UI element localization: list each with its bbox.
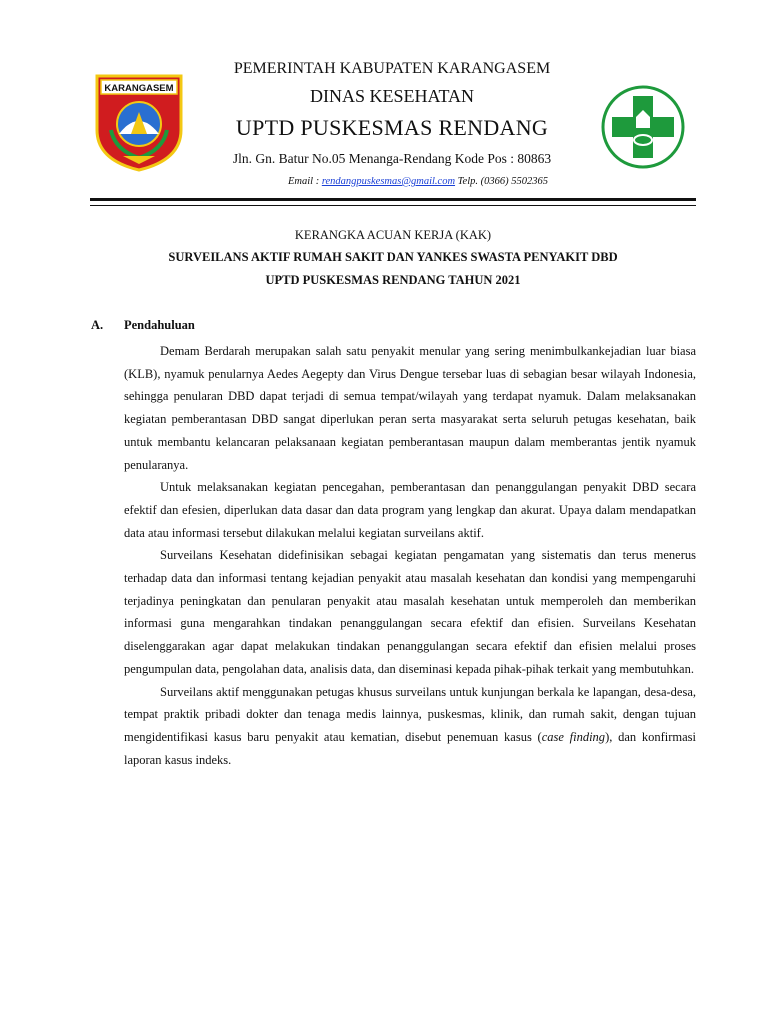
header-government: PEMERINTAH KABUPATEN KARANGASEM: [233, 60, 551, 77]
section-label: A.: [91, 318, 104, 332]
section-heading: [91, 318, 195, 333]
case-finding-term: case finding: [541, 729, 606, 744]
paragraph-3: Surveilans Kesehatan didefinisikan sebagai kegiatan pengamatan yang sistematis dan terus menerus terhadap data dan informasi tentang kejadian penyakit atau masalah kesehatan dan kondisi yang mempengaruhi terjadinya peningkatan dan penularan penyakit atau masalah kesehatan untuk memperoleh dan memberikan informasi guna mengarahkan tindakan penanggulangan secara efektif dan efisien. Surveilans Kesehatan diselenggarakan agar dapat melakukan tindakan penanggulangan secara efektif dan efisien melalui proses pengumpulan data, pengolahan data, analisis data, dan diseminasi kepada pihak-pihak terkait yang membutuhkan.: [124, 548, 696, 676]
email-label: Email :: [288, 176, 322, 187]
header-address: Jln. Gn. Batur No.05 Menanga-Rendang Kode Pos : 80863: [232, 151, 552, 166]
document-subtitle: [0, 250, 768, 265]
header-divider-thin: [90, 205, 696, 206]
header-contact: [288, 176, 548, 187]
emblem-label: KARANGASEM: [104, 83, 174, 94]
header-department: DINAS KESEHATAN: [309, 86, 475, 106]
header-divider-thick: [90, 198, 696, 201]
paragraph-4-before: Surveilans aktif menggunakan petugas khusus surveilans untuk kunjungan berkala ke lapangan, desa-desa, tempat praktik pribadi dokter dan tenaga medis lainnya, puskesmas, klinik, dan rumah sakit, dengan tujuan mengidentifikasi kasus baru penyakit atau kematian, disebut penemuan kasus (: [124, 684, 696, 744]
header-institution: UPTD PUSKESMAS RENDANG: [235, 115, 549, 140]
paragraph-4-after: ), dan konfirmasi laporan kasus indeks.: [124, 729, 696, 767]
phone-text: Telp. (0366) 5502365: [455, 176, 548, 187]
document-subtitle-year: [0, 273, 768, 288]
paragraph-2: Untuk melaksanakan kegiatan pencegahan, pemberantasan dan penanggulangan penyakit DBD secara efektif dan efesien, diperlukan data dasar dan data program yang lengkap dan akurat. Upaya dalam mendapatkan data atau informasi tersebut dilakukan melalui kegiatan surveilans aktif.: [124, 480, 696, 540]
section-title: Pendahuluan: [124, 318, 195, 332]
subtitle-year-text: UPTD PUSKESMAS RENDANG TAHUN 2021: [265, 273, 521, 287]
paragraph-1: Demam Berdarah merupakan salah satu penyakit menular yang sering menimbulkankejadian luar biasa (KLB), nyamuk penularnya Aedes Aegepty dan Virus Dengue tersebar luas di sebagian besar wilayah Indonesia, sehingga penularan DBD dapat terjadi di semua tempat/wilayah yang terdapat nyamuk. Dalam melaksanakan kegiatan pemberantasan DBD sangat diperlukan peran serta masyarakat serta seluruh petugas kesehatan, baik untuk membantu kelancaran pelaksanaan kegiatan pemberantasan maupun dalam memberantas jentik nyamuk penularanya.: [124, 344, 696, 472]
section-body: [124, 340, 696, 771]
subtitle-text: SURVEILANS AKTIF RUMAH SAKIT DAN YANKES SWASTA PENYAKIT DBD: [168, 250, 618, 264]
document-title: KERANGKA ACUAN KERJA (KAK): [294, 228, 492, 242]
email-link[interactable]: rendangpuskesmas@gmail.com: [321, 176, 456, 187]
paragraph-4: [124, 681, 696, 772]
